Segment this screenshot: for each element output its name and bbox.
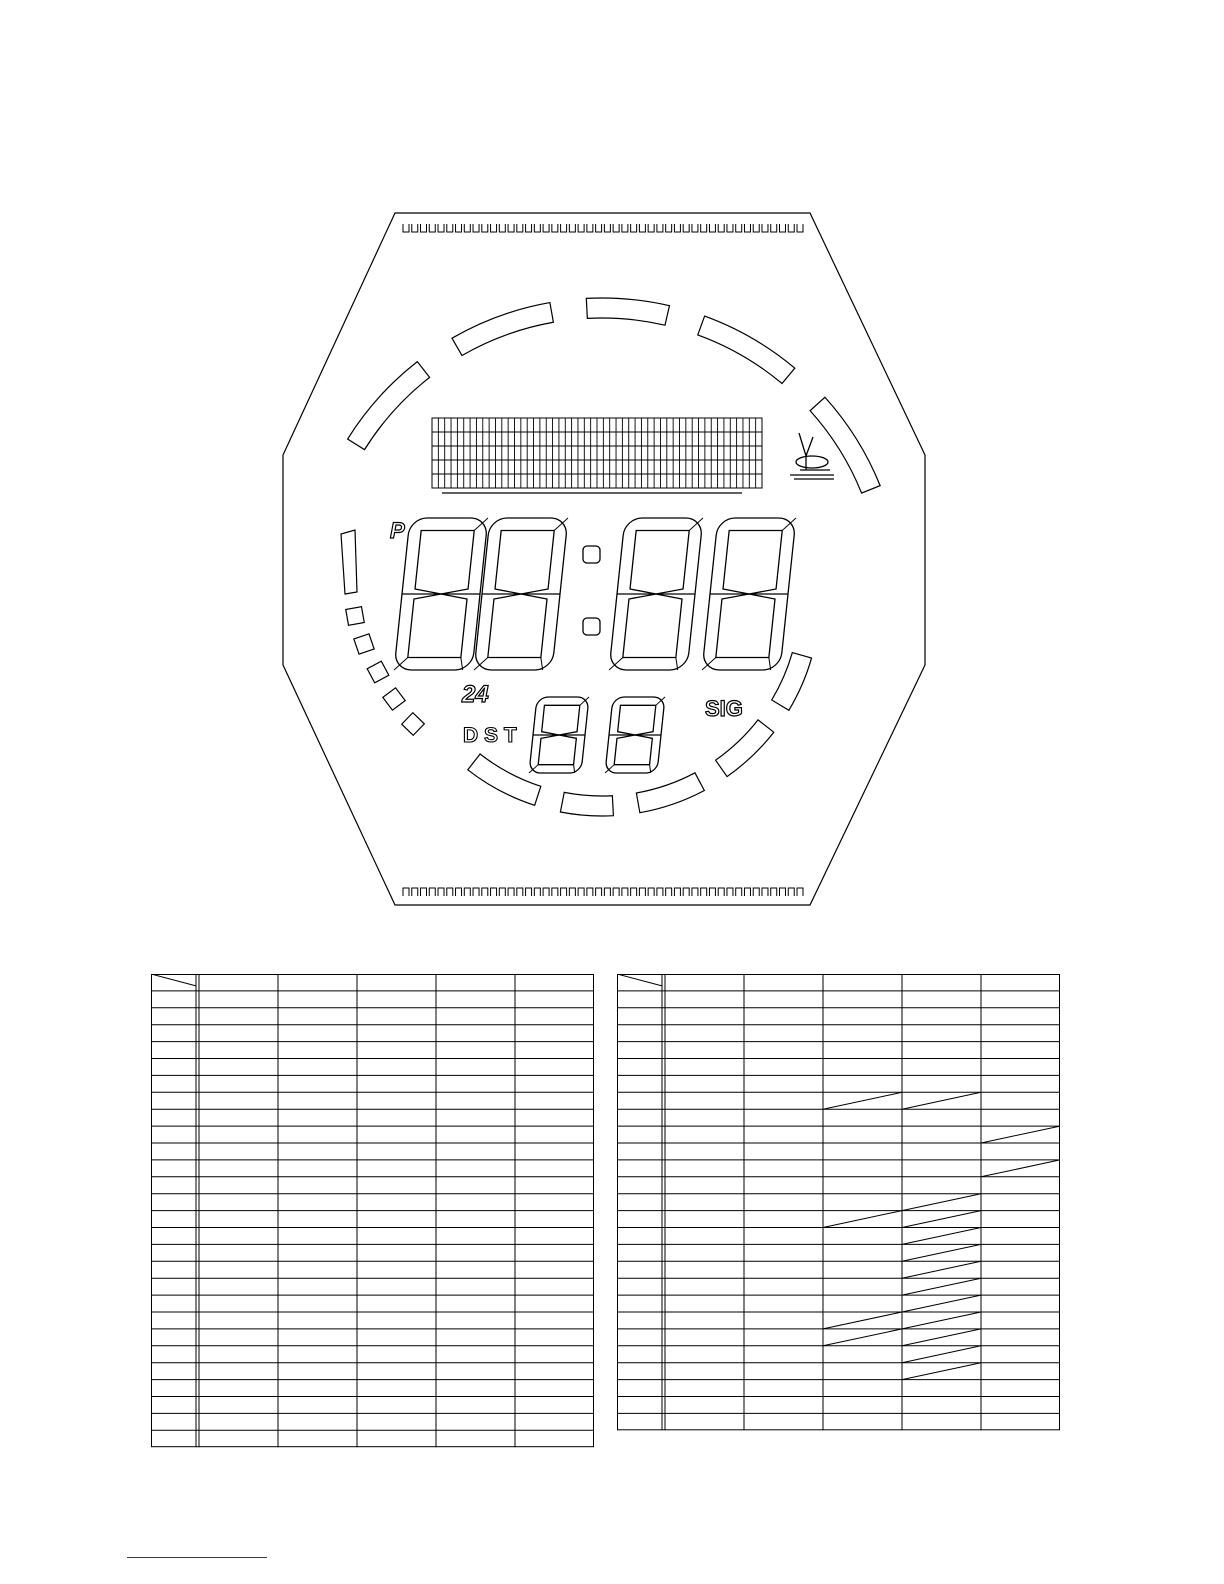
connector-pin [709,888,715,896]
top-ring-segment [698,316,795,383]
connector-pin [412,224,418,232]
connector-pin [744,224,750,232]
seconds-digits [529,697,665,773]
table-cell-diagonal [902,1092,981,1109]
table-cell-diagonal [902,1211,981,1228]
main-time-digits [394,518,796,670]
connector-pin [569,224,575,232]
connector-pin [561,224,567,232]
connector-pin [613,888,619,896]
connector-pin [508,888,514,896]
connector-pin [683,224,689,232]
footer-link-rule [127,1557,267,1558]
digit-upper-window [617,705,655,735]
connector-pin [762,224,768,232]
connector-pin [631,224,637,232]
left-bar-long-segment [341,530,357,594]
connector-pin [596,224,602,232]
connector-pin [657,888,663,896]
connector-pin [709,224,715,232]
left-bar-segment [383,688,405,710]
connector-pin [604,888,610,896]
connector-pin [692,224,698,232]
connector-pin [736,224,742,232]
digit-lower-window [716,594,776,658]
connector-pin [648,888,654,896]
connector-pin [482,888,488,896]
connector-pin [456,224,462,232]
connector-pin [727,224,733,232]
table-cell-diagonal [902,1228,981,1245]
connector-pin [587,224,593,232]
connector-pin [797,224,803,232]
connector-pin [464,224,470,232]
hour-mode-indicator: 24 [462,681,489,708]
connector-pin [622,224,628,232]
connector-pin [508,224,514,232]
digit-lower-window [614,735,652,765]
connector-pin [771,888,777,896]
connector-pin [447,224,453,232]
connector-pin [631,888,637,896]
bottom-ring-segment [636,773,704,813]
connector-pin [762,888,768,896]
connector-pin [639,888,645,896]
radio-signal-icon [790,433,834,479]
pin-table-right [617,974,1061,1434]
connector-pin [674,888,680,896]
connector-pin [718,888,724,896]
bottom-ring-segment [716,720,774,777]
connector-pin [526,888,532,896]
connector-pin [403,224,409,232]
table-cell-diagonal [981,1160,1060,1177]
table-cell-diagonal [823,1329,902,1346]
connector-pin [552,888,558,896]
connector-pin [587,888,593,896]
connector-pin [412,888,418,896]
connector-pin [526,224,532,232]
table-frame [618,975,1060,1430]
connector-pin [701,224,707,232]
connector-pin [517,224,523,232]
table-cell-diagonal [823,1092,902,1109]
table-cell-diagonal [902,1261,981,1278]
top-ring-segment [452,303,553,356]
main-digit [394,518,488,670]
connector-pin [543,224,549,232]
main-digit [609,518,703,670]
table-cell-diagonal [902,1278,981,1295]
table-cell-diagonal [823,1211,902,1228]
connector-pin [534,888,540,896]
table-cell-diagonal [902,1329,981,1346]
dst-indicator: D S T [463,724,517,747]
table-header-diagonal [151,974,196,986]
connector-pin [482,224,488,232]
connector-pin [753,888,759,896]
connector-pin [753,224,759,232]
connector-pin [666,224,672,232]
table-cell-diagonal [902,1194,981,1211]
connector-pin [421,224,427,232]
connector-pin [788,224,794,232]
connector-pin [692,888,698,896]
table-cell-diagonal [902,1363,981,1380]
table-header-diagonal [617,974,662,986]
connector-pin [674,224,680,232]
connector-pin [736,888,742,896]
table-cell-diagonal [902,1312,981,1329]
connector-pin [622,888,628,896]
digit-lower-window [488,594,548,658]
connector-pin [464,888,470,896]
bottom-connector-pins [403,888,803,896]
connector-pin [491,224,497,232]
connector-pin [456,888,462,896]
left-bar-segment [367,661,389,683]
connector-pin [429,888,435,896]
main-digit [474,518,568,670]
connector-pin [473,888,479,896]
top-ring-segment [586,298,669,325]
colon-dot-upper [583,546,600,563]
connector-pin [429,224,435,232]
connector-pin [701,888,707,896]
connector-pin [517,888,523,896]
digit-upper-window [414,530,474,594]
connector-pin [657,224,663,232]
connector-pin [421,888,427,896]
digit-upper-window [494,530,554,594]
digit-upper-window [541,705,579,735]
connector-pin [447,888,453,896]
left-bar-segment [354,634,374,654]
connector-pin [473,224,479,232]
bottom-ring-segment [560,792,613,816]
p-indicator: P [390,518,405,543]
connector-pin [718,224,724,232]
connector-pin [499,888,505,896]
colon-dot-lower [583,618,600,635]
connector-pin [727,888,733,896]
table-cell-diagonal [981,1126,1060,1143]
table-cell-diagonal [823,1312,902,1329]
connector-pin [744,888,750,896]
connector-pin [561,888,567,896]
connector-pin [648,224,654,232]
main-digit [702,518,796,670]
connector-pin [438,888,444,896]
connector-pin [779,888,785,896]
dot-matrix-display [432,418,762,488]
connector-pin [613,224,619,232]
table-cell-diagonal [902,1295,981,1312]
left-bar-segment [346,607,365,626]
pin-table-left [151,974,595,1450]
connector-pin [499,224,505,232]
connector-pin [666,888,672,896]
connector-pin [779,224,785,232]
connector-pin [543,888,549,896]
seconds-digit [605,697,665,773]
connector-pin [438,224,444,232]
digit-lower-window [623,594,683,658]
connector-pin [771,224,777,232]
seconds-digit [529,697,589,773]
connector-pin [788,888,794,896]
connector-pin [797,888,803,896]
top-ring-segment [348,362,430,450]
connector-pin [578,888,584,896]
connector-pin [604,224,610,232]
digit-lower-window [408,594,468,658]
top-connector-pins [403,224,803,232]
connector-pin [552,224,558,232]
connector-pin [403,888,409,896]
digit-lower-window [538,735,576,765]
table-cell-diagonal [902,1346,981,1363]
table-cell-diagonal [902,1244,981,1261]
connector-pin [569,888,575,896]
digit-upper-window [722,530,782,594]
connector-pin [491,888,497,896]
connector-pin [534,224,540,232]
connector-pin [578,224,584,232]
connector-pin [683,888,689,896]
signal-indicator: SIG [705,696,743,721]
connector-pin [639,224,645,232]
connector-pin [596,888,602,896]
digit-upper-window [629,530,689,594]
left-bar-segment [402,713,425,736]
